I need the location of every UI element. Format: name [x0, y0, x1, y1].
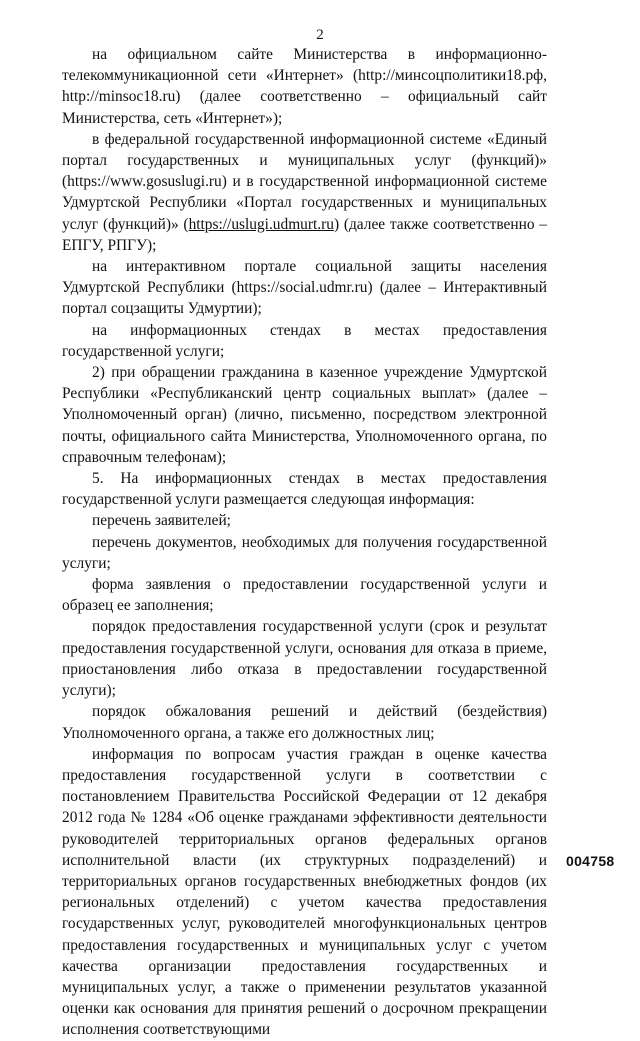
- paragraph-application-form: форма заявления о предоставлении государственной услуги и образец ее заполнения;: [62, 576, 547, 615]
- paragraph-epgu-tail: ) (далее также соответственно – ЕПГУ, РПГУ);: [62, 215, 548, 254]
- paragraph-item-2: 2) при обращении гражданина в казенное учреждение Удмуртской Республики «Республиканский центр социальных выплат» (далее – Уполномоченный орган) (лично, письменно, посредством электронной почты, официального сайта Министерства, Уполномоченного органа, по справочным телефонам);: [62, 364, 547, 466]
- paragraph-documents-list: перечень документов, необходимых для получения государственной услуги;: [62, 533, 547, 572]
- document-body: [62, 44, 547, 1041]
- paragraph-procedure: порядок предоставления государственной услуги (срок и результат предоставления государственной услуги, основания для отказа в приеме, приостановления либо отказа в предоставлении государственной услуги);: [62, 618, 547, 700]
- paragraph-official-site: на официальном сайте Министерства в информационно-телекоммуникационной сети «Интернет» (http://минсоцполитики18.рф, http://minsoc18.ru) (далее соответственно – официальный сайт Министерства, сеть «Интернет»);: [62, 46, 547, 127]
- paragraph-quality-assessment: информация по вопросам участия граждан в оценке качества предоставления государственной услуги в соответствии с постановлением Правительства Российской Федерации от 12 декабря 2012 года № 1284 «Об оценке гражданами эффективности деятельности руководителей территориальных органов федеральных органов исполнительной власти (их структурных подразделений) и территориальных органов государственных внебюджетных фондов (их региональных отделений) с учетом качества предоставления государственных услуг, руководителей многофункциональных центров предоставления государственных и муниципальных услуг с учетом качества организации предоставления государственных и муниципальных услуг, а также о применении результатов указанной оценки как основания для принятия решений о досрочном прекращении исполнения соответствующими: [62, 745, 547, 1039]
- paragraph-item-5: 5. На информационных стендах в местах предоставления государственной услуги размещается следующая информация:: [62, 470, 547, 509]
- paragraph-interactive-portal: на интерактивном портале социальной защиты населения Удмуртской Республики (https://social.udmr.ru) (далее – Интерактивный портал соцзащиты Удмуртии);: [62, 258, 547, 318]
- page-number: 2: [316, 27, 324, 43]
- paragraph-info-stands: на информационных стендах в местах предоставления государственной услуги;: [62, 321, 547, 360]
- paragraph-epgu: в федеральной государственной информационной системе «Единый портал государственных и муниципальных услуг (функций)» (https://www.gosuslugi.ru) и в государственной информационной системе Удмуртской Республики «Портал государственных и муниципальных услуг (функций)» (https://uslugi.udmurt.ru) (далее также соответственно – ЕПГУ, РПГУ);: [62, 130, 548, 254]
- paragraph-epgu-text: в федеральной государственной информационной системе «Единый портал государственных и муниципальных услуг (функций)» (https://www.gosuslugi.ru) и в государственной информационной системе Удмуртской Республики «Портал государственных и муниципальных услуг (функций)»: [62, 130, 547, 233]
- paragraph-applicants-list: перечень заявителей;: [92, 512, 231, 530]
- document-code: 004758: [566, 853, 615, 869]
- paragraph-appeal: порядок обжалования решений и действий (бездействия) Уполномоченного органа, а также его должностных лиц;: [62, 703, 547, 742]
- uslugi-udmurt-link[interactable]: https://uslugi.udmurt.ru: [188, 215, 334, 233]
